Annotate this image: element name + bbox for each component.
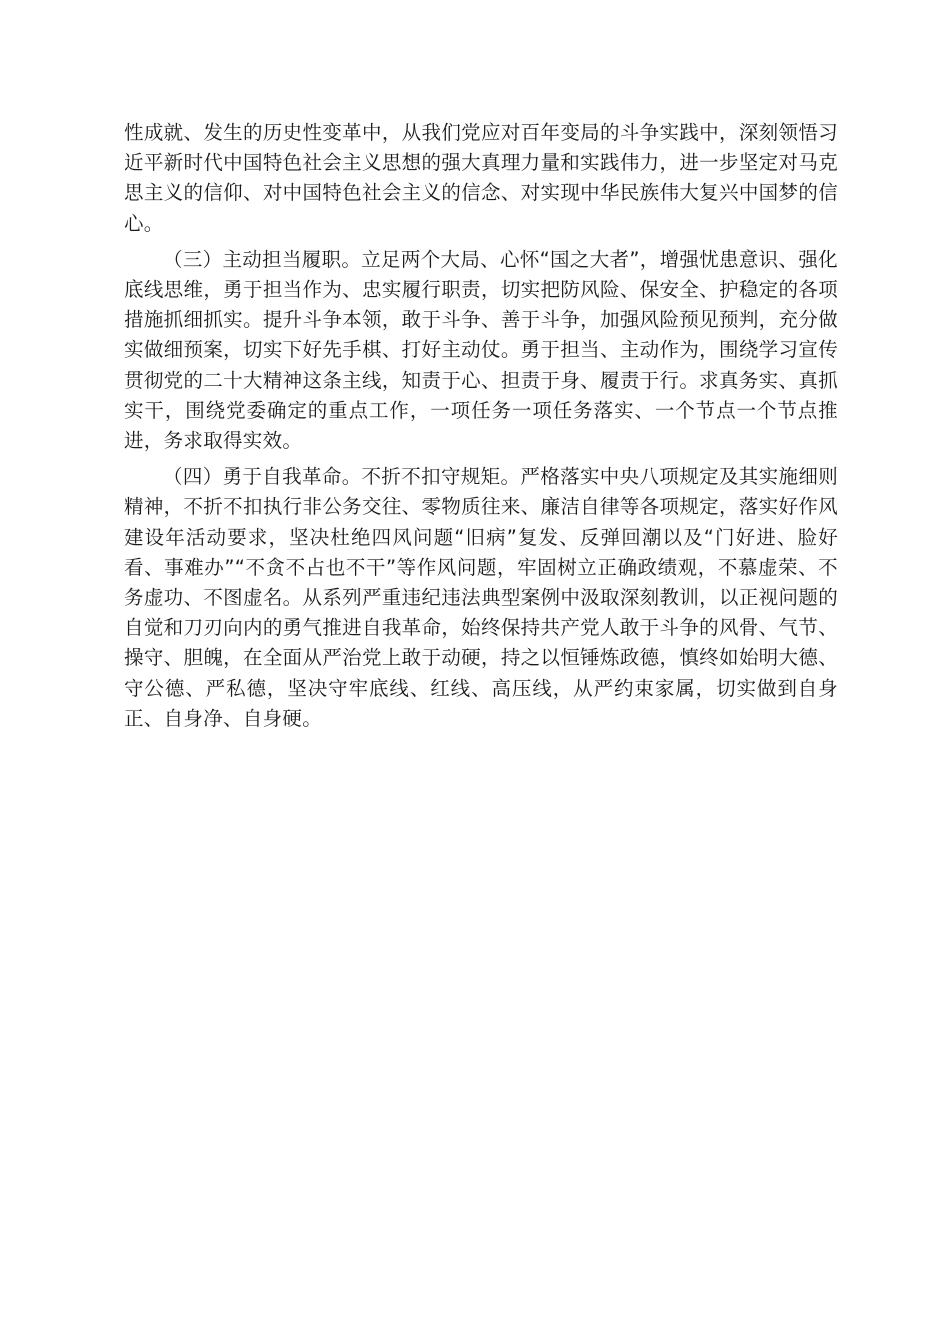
paragraph-continuation: 性成就、发生的历史性变革中，从我们党应对百年变局的斗争实践中，深刻领悟习近平新时代中国特色社会主义思想的强大真理力量和实践伟力，进一步坚定对马克思主义的信仰、对中国特色社会主义的信念、对实现中华民族伟大复兴中国梦的信心。 [124,121,838,235]
document-body [124,118,838,740]
paragraph-section-three: （三）主动担当履职。立足两个大局、心怀“国之大者”，增强忧患意识、强化底线思维，勇于担当作为、忠实履行职责，切实把防风险、保安全、护稳定的各项措施抓细抓实。提升斗争本领，敢于斗争、善于斗争，加强风险预见预判，充分做实做细预案，切实下好先手棋、打好主动仗。勇于担当、主动作为，围绕学习宣传贯彻党的二十大精神这条主线，知责于心、担责于身、履责于行。求真务实、真抓实干，围绕党委确定的重点工作，一项任务一项任务落实、一个节点一个节点推进，务求取得实效。 [124,247,838,453]
paragraph-section-four: （四）勇于自我革命。不折不扣守规矩。严格落实中央八项规定及其实施细则精神，不折不扣执行非公务交往、零物质往来、廉洁自律等各项规定，落实好作风建设年活动要求，坚决杜绝四风问题“旧病”复发、反弹回潮以及“门好进、脸好看、事难办”“不贪不占也不干”等作风问题，牢固树立正确政绩观，不慕虚荣、不务虚功、不图虚名。从系列严重违纪违法典型案例中汲取深刻教训，以正视问题的自觉和刀刃向内的勇气推进自我革命，始终保持共产党人敢于斗争的风骨、气节、操守、胆魄，在全面从严治党上敢于动硬，持之以恒锤炼政德，慎终如始明大德、守公德、严私德，坚决守牢底线、红线、高压线，从严约束家属，切实做到自身正、自身净、自身硬。 [124,465,838,730]
